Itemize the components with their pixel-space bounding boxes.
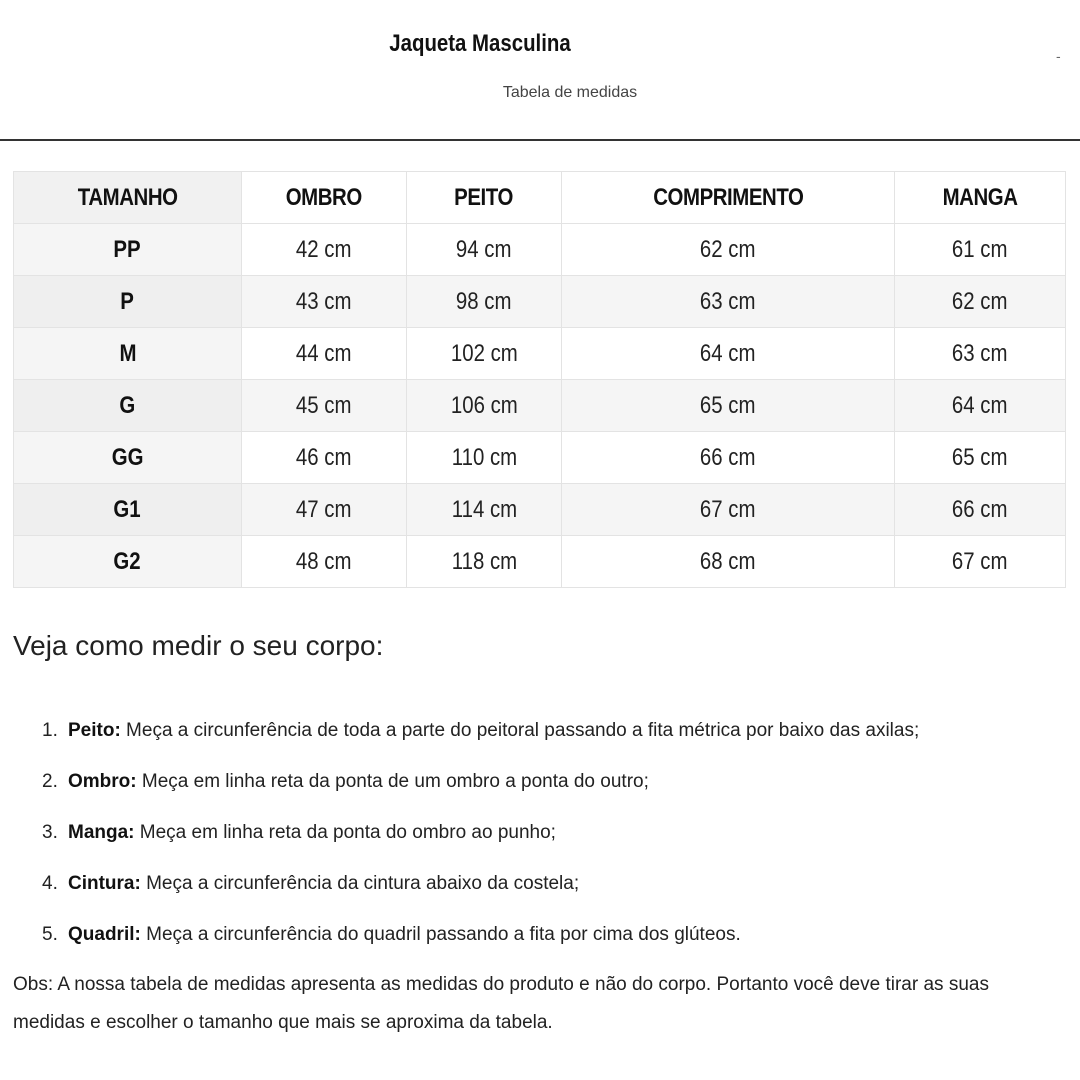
step-term: Peito: (68, 720, 121, 741)
table-row (14, 432, 1066, 484)
manga-cell: 63 cm (895, 328, 1066, 380)
ombro-cell: 48 cm (242, 536, 407, 588)
step-number: 1. (42, 720, 58, 741)
list-item (42, 818, 919, 869)
step-number: 3. (42, 822, 58, 843)
size-cell: GG (14, 432, 242, 484)
manga-cell: 66 cm (895, 484, 1066, 536)
step-term: Quadril: (68, 924, 141, 945)
table-row (14, 224, 1066, 276)
table-row (14, 328, 1066, 380)
manga-cell: 67 cm (895, 536, 1066, 588)
comprimento-cell: 68 cm (562, 536, 895, 588)
ombro-cell: 46 cm (242, 432, 407, 484)
table-row (14, 380, 1066, 432)
peito-cell: 118 cm (407, 536, 562, 588)
comprimento-cell: 63 cm (562, 276, 895, 328)
manga-cell: 64 cm (895, 380, 1066, 432)
column-header-comprimento: COMPRIMENTO (562, 172, 895, 224)
step-term: Cintura: (68, 873, 141, 894)
step-term: Ombro: (68, 771, 137, 792)
table-row (14, 536, 1066, 588)
observation-note: Obs: A nossa tabela de medidas apresenta as medidas do produto e não do corpo. Portanto você deve tirar as suas medidas e escolher o tamanho que mais se aproxima da tabela. (13, 974, 989, 1033)
column-header-manga: MANGA (895, 172, 1066, 224)
step-number: 5. (42, 924, 58, 945)
size-cell: G (14, 380, 242, 432)
size-table (13, 171, 1066, 588)
comprimento-cell: 67 cm (562, 484, 895, 536)
step-text: Meça em linha reta da ponta de um ombro a ponta do outro; (136, 771, 649, 792)
ombro-cell: 43 cm (242, 276, 407, 328)
step-text: Meça a circunferência de toda a parte do peitoral passando a fita métrica por baixo das axilas; (120, 720, 920, 741)
peito-cell: 106 cm (407, 380, 562, 432)
manga-cell: 65 cm (895, 432, 1066, 484)
size-cell: P (14, 276, 242, 328)
step-number: 4. (42, 873, 58, 894)
size-table-header (14, 172, 1066, 224)
list-item (42, 716, 919, 767)
size-cell: G1 (14, 484, 242, 536)
comprimento-cell: 66 cm (562, 432, 895, 484)
list-item (42, 869, 919, 920)
step-text: Meça em linha reta da ponta do ombro ao punho; (134, 822, 556, 843)
corner-mark: - (1056, 48, 1061, 64)
column-header-tamanho: TAMANHO (14, 172, 242, 224)
step-term: Manga: (68, 822, 135, 843)
peito-cell: 114 cm (407, 484, 562, 536)
comprimento-cell: 65 cm (562, 380, 895, 432)
page-subtitle: Tabela de medidas (502, 84, 638, 101)
ombro-cell: 47 cm (242, 484, 407, 536)
step-text: Meça a circunferência do quadril passando a fita por cima dos glúteos. (140, 924, 741, 945)
column-header-peito: PEITO (407, 172, 562, 224)
measure-guide-title: Veja como medir o seu corpo: (13, 630, 384, 661)
peito-cell: 98 cm (407, 276, 562, 328)
list-item (42, 767, 919, 818)
list-item (42, 920, 919, 971)
size-cell: M (14, 328, 242, 380)
ombro-cell: 45 cm (242, 380, 407, 432)
size-cell: PP (14, 224, 242, 276)
column-header-ombro: OMBRO (242, 172, 407, 224)
header-divider (0, 139, 1080, 141)
peito-cell: 110 cm (407, 432, 562, 484)
step-number: 2. (42, 771, 58, 792)
ombro-cell: 42 cm (242, 224, 407, 276)
manga-cell: 61 cm (895, 224, 1066, 276)
table-row (14, 276, 1066, 328)
ombro-cell: 44 cm (242, 328, 407, 380)
step-text: Meça a circunferência da cintura abaixo da costela; (140, 873, 580, 894)
manga-cell: 62 cm (895, 276, 1066, 328)
table-row (14, 484, 1066, 536)
measure-steps-list (42, 716, 919, 971)
page-title: Jaqueta Masculina (389, 30, 571, 57)
comprimento-cell: 62 cm (562, 224, 895, 276)
comprimento-cell: 64 cm (562, 328, 895, 380)
peito-cell: 102 cm (407, 328, 562, 380)
peito-cell: 94 cm (407, 224, 562, 276)
size-cell: G2 (14, 536, 242, 588)
